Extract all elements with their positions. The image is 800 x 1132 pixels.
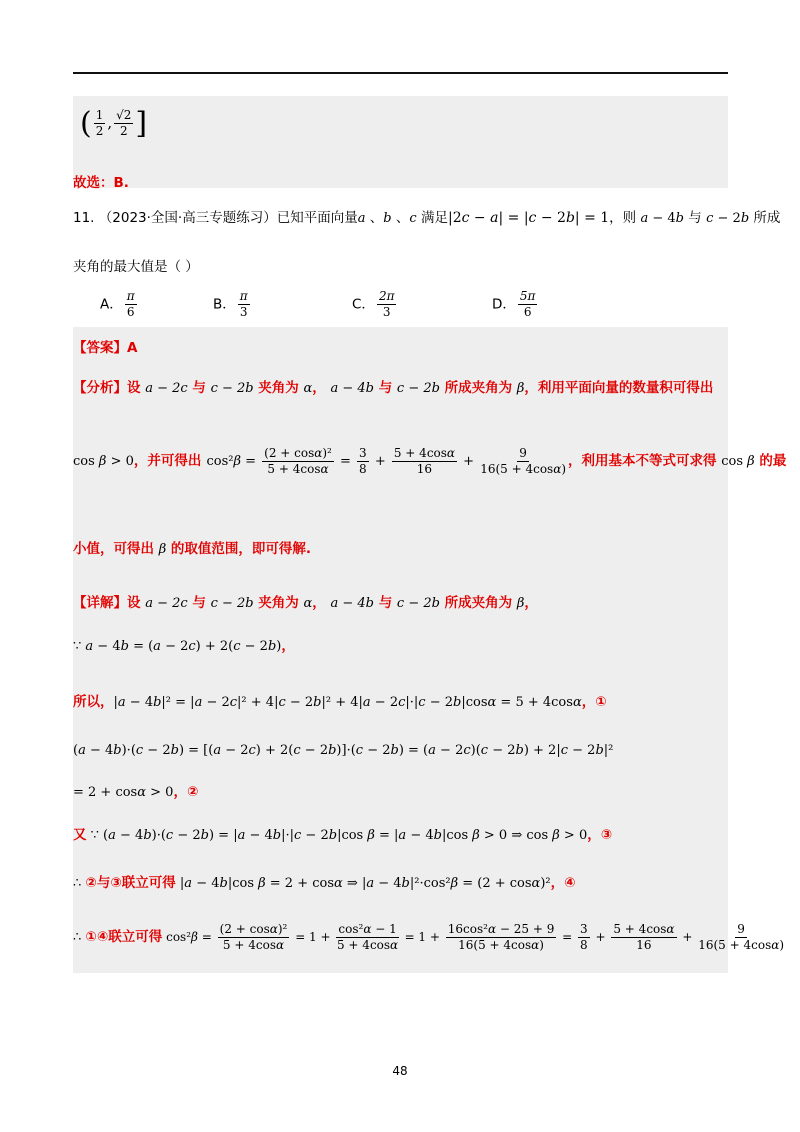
condition-expr: |2c − a| = |c − 2b| = 1: [448, 210, 610, 226]
answer-label: 【答案】A: [73, 340, 138, 356]
vec-a: a: [357, 211, 366, 226]
detail-line-5: = 2 + cosα > 0，②: [73, 784, 199, 800]
question-number: 11.: [73, 210, 95, 226]
vec-b: b: [383, 211, 392, 226]
detail-line-8: ∴ ①④联立可得 cos²β = $\frac{\text{(2 + cosα)²}}{5 + 4\cos\alpha}$ = 1 + $\frac{\text{cos²α − 1}}{5 + 4\cos\alpha}$ = 1 + $\frac{\text{16cos²α − 25 + 9}}{16(5 + 4\cos\alpha)}$ = $\frac{3}{8}$ + $\frac{5 + 4\cos\alpha}{16}$ + $\frac{9}{16(5 + 4\cos\alpha)}$: [73, 922, 785, 952]
detail-line-3: 所以，|a − 4b|² = |a − 2c|² + 4|c − 2b|² + 4|a − 2c|·|c − 2b|cosα = 5 + 4cosα，①: [73, 694, 607, 710]
question-source: （2023·全国·高三专题练习）已知平面向量: [98, 210, 358, 226]
prev-solution-box: [73, 96, 728, 188]
question-line-2: 夹角的最大值是（ ）: [73, 259, 199, 275]
detail-line-7: ∴ ②与③联立可得 |a − 4b|cos β = 2 + cosα ⇒ |a − 4b|²·cos²β = (2 + cosα)²，④: [73, 875, 576, 891]
detail-line-6: 又 ∵ (a − 4b)·(c − 2b) = |a − 4b|·|c − 2b|cos β = |a − 4b|cos β > 0 ⇒ cos β > 0，③: [73, 827, 613, 843]
option-a[interactable]: A． $\frac{\pi}{6}$: [100, 289, 135, 319]
page-number: 48: [392, 1064, 408, 1078]
detail-line-4: (a − 4b)·(c − 2b) = [(a − 2c) + 2(c − 2b)]·(c − 2b) = (a − 2c)(c − 2b) + 2|c − 2b|²: [73, 743, 614, 758]
option-d[interactable]: D． $\frac{5\pi}{6}$: [492, 289, 536, 319]
answer-choice-line: 故选：B.: [73, 175, 129, 191]
option-b[interactable]: B． $\frac{\pi}{3}$: [213, 289, 248, 319]
detail-line-1: 【详解】设 a − 2c 与 c − 2b 夹角为 α， a − 4b 与 c − 2b 所成夹角为 β，: [73, 595, 538, 611]
detail-line-2: ∵ a − 4b = (a − 2c) + 2(c − 2b)，: [73, 638, 295, 654]
interval-expression: ( $\frac{1}{2}$ , $\frac{√2}{2}$ ]: [80, 106, 148, 141]
analysis-line-1: 【分析】设 a − 2c 与 c − 2b 夹角为 α， a − 4b 与 c − 2b 所成夹角为 β，利用平面向量的数量积可得出: [73, 380, 714, 396]
cos-beta-positive: cos β > 0: [73, 454, 134, 469]
analysis-line-3: 小值，可得出 β 的取值范围，即可得解.: [73, 541, 312, 557]
analysis-line-2: cos β > 0，并可得出 cos²β = $\frac{\text{(2 + cosα)²}}{5 + 4\cos\alpha}$ = $\frac{3}{8}$ + $\frac{5 + 4\cos\alpha}{16}$ + $\frac{9}{16(5 + 4\cos\alpha)}$ ，利用基本不等式可求得 cos β 的最: [73, 446, 787, 476]
vec-c: c: [409, 211, 417, 226]
question-line-1: 11. （2023·全国·高三专题练习）已知平面向量a 、b 、c 满足|2c − a| = |c − 2b| = 1，则 a − 4b 与 c − 2b 所成: [73, 210, 781, 226]
header-rule: [73, 72, 728, 74]
cos2beta-formula: cos²β = $\frac{\text{(2 + cosα)²}}{5 + 4\cos\alpha}$ = $\frac{3}{8}$ + $\frac{5 + 4\cos\alpha}{16}$ + $\frac{9}{16(5 + 4\cos\alpha)}$: [206, 446, 567, 476]
option-c[interactable]: C． $\frac{2\pi}{3}$: [352, 289, 395, 319]
